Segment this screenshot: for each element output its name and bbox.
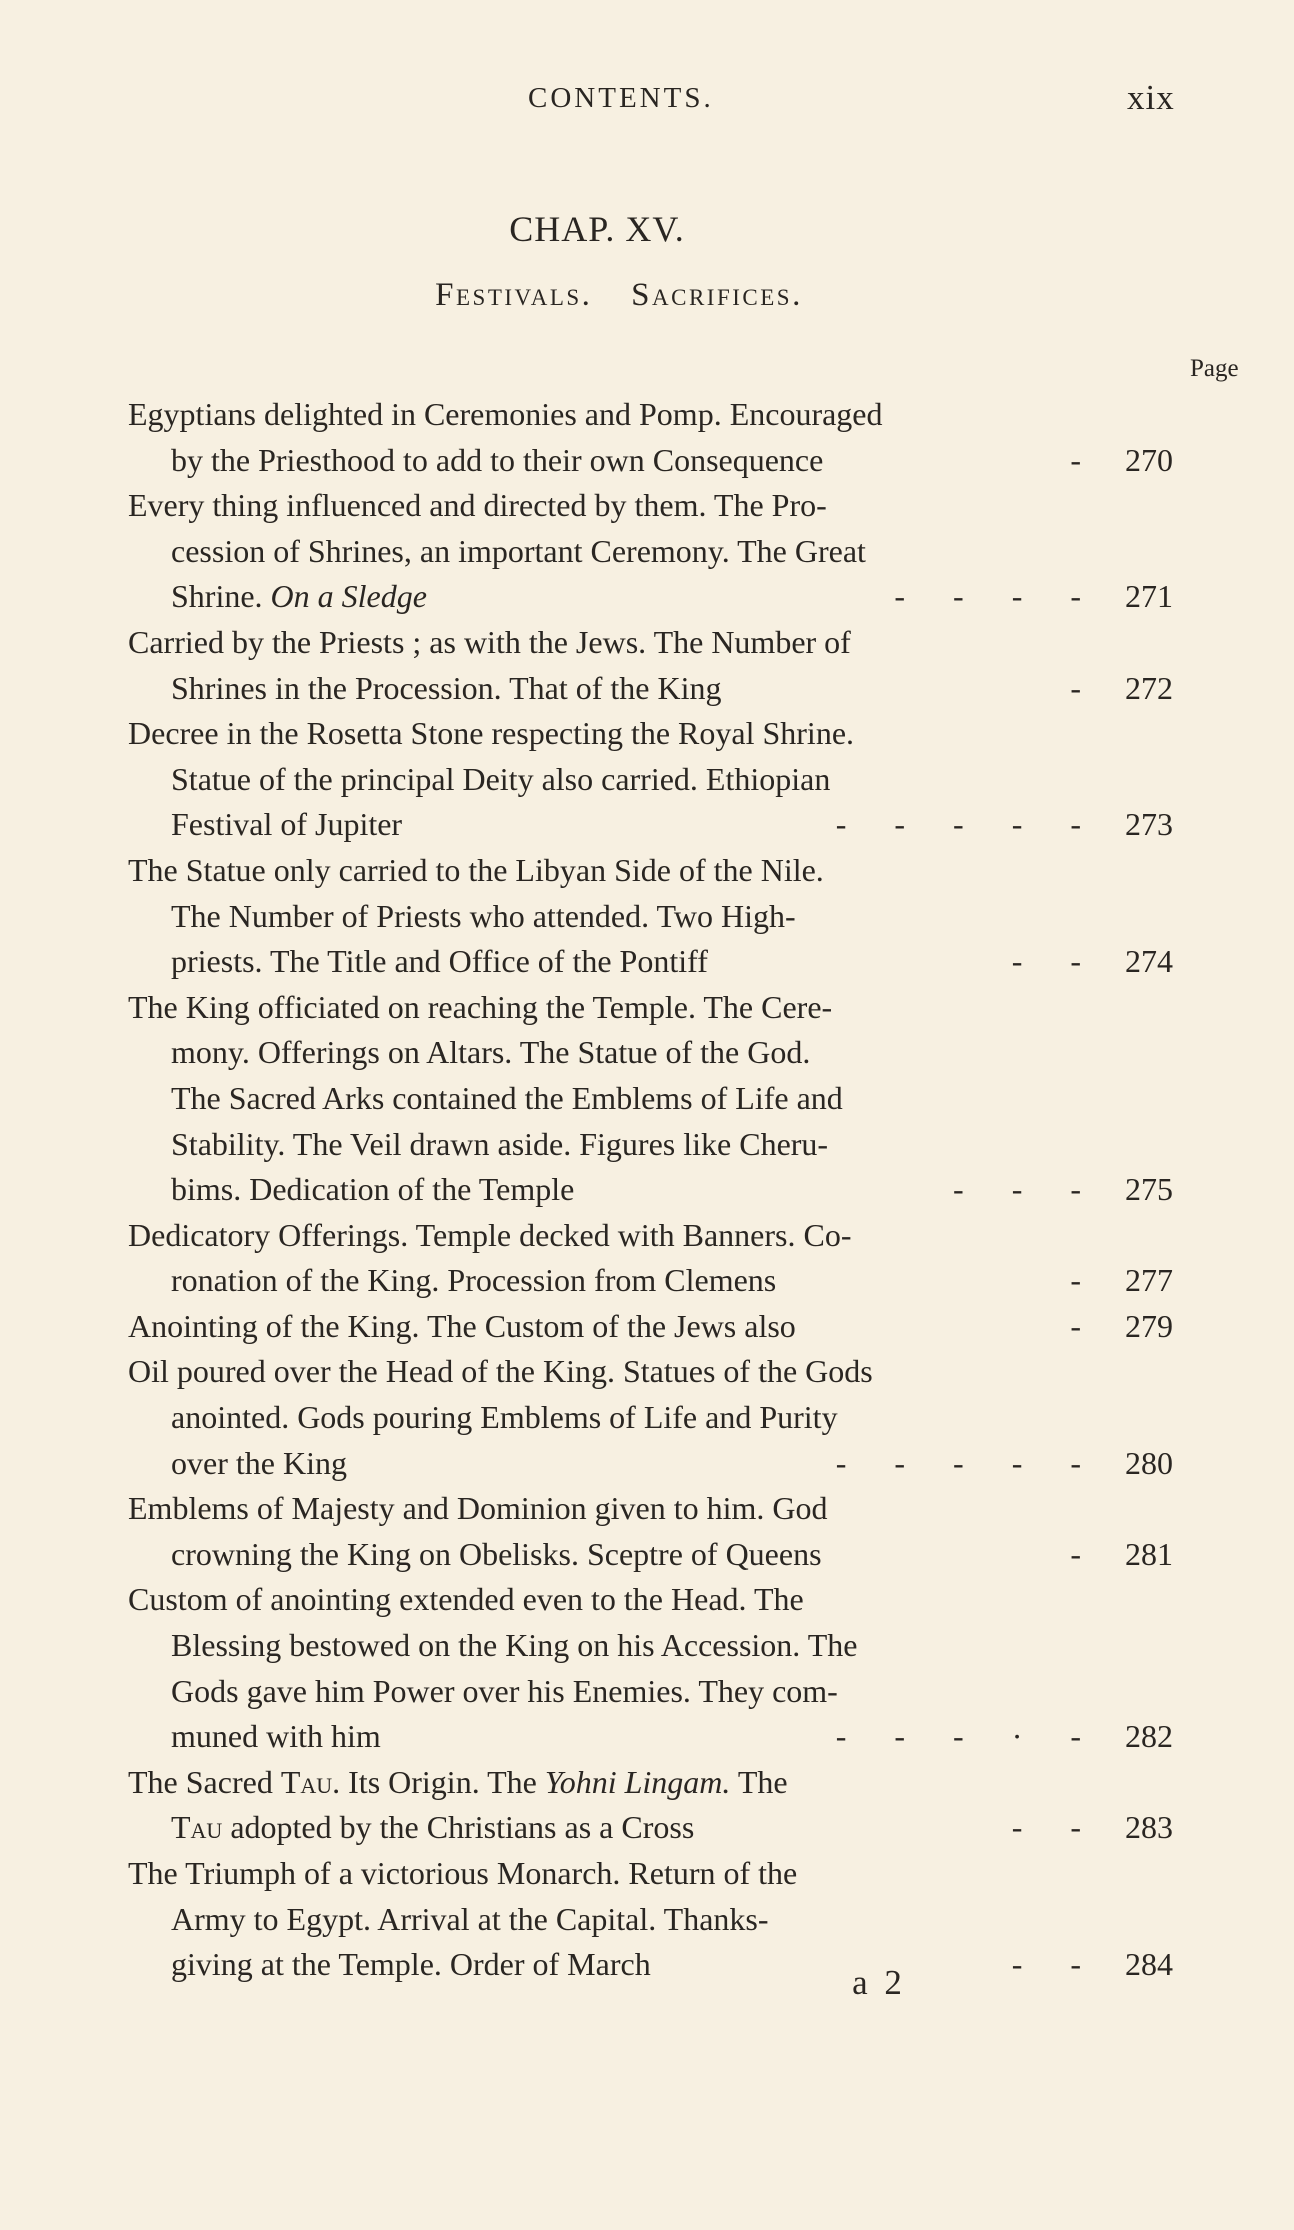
line-text: crowning the King on Obelisks. Sceptre of Queens (171, 1535, 822, 1572)
contents-line (128, 1349, 1173, 1395)
contents-line (128, 985, 1173, 1031)
contents-line (128, 1030, 1173, 1076)
line-text: Dedicatory Offerings. Temple decked with Banners. Co- (128, 1216, 852, 1253)
line-text: priests. The Title and Office of the Pontiff (171, 943, 708, 980)
contents-line (128, 1897, 1173, 1943)
subtitle-sacrifices: Sacrifices. (631, 277, 803, 313)
line-text: The Sacred Tau. Its Origin. The Yohni Lingam. The (128, 1763, 788, 1800)
contents-line (128, 1486, 1173, 1532)
leader-dashes: - (1070, 441, 1081, 478)
leader-dashes: - - - · - (835, 1718, 1081, 1755)
leader-dashes: - - (1011, 943, 1081, 980)
running-head-title: CONTENTS. (528, 82, 714, 114)
contents-line (128, 438, 1173, 484)
page-number: 273 (1125, 806, 1173, 843)
line-text: Gods gave him Power over his Enemies. They com- (171, 1672, 838, 1709)
page-number: 280 (1125, 1444, 1173, 1481)
page-number: 275 (1125, 1171, 1173, 1208)
contents-line (128, 757, 1173, 803)
line-text: Stability. The Veil drawn aside. Figures like Cheru- (171, 1125, 829, 1162)
leader-dashes: - - (1011, 1809, 1081, 1846)
contents-line (128, 483, 1173, 529)
line-text: The Statue only carried to the Libyan Side of the Nile. (128, 851, 824, 888)
contents-line (128, 802, 1173, 848)
line-text: Decree in the Rosetta Stone respecting the Royal Shrine. (128, 715, 855, 752)
contents-line (128, 529, 1173, 575)
chapter-title: CHAP. XV. (509, 209, 685, 249)
contents-line (128, 1167, 1173, 1213)
line-text: Army to Egypt. Arrival at the Capital. Thanks- (171, 1900, 769, 1937)
line-text: ronation of the King. Procession from Clemens (171, 1262, 777, 1299)
line-text: Carried by the Priests ; as with the Jews. The Number of (128, 623, 851, 660)
contents-line (128, 939, 1173, 985)
line-text: by the Priesthood to add to their own Consequence (171, 441, 824, 478)
line-text: anointed. Gods pouring Emblems of Life and Purity (171, 1399, 838, 1436)
page-column-label: Page (1190, 355, 1239, 382)
leader-dashes: - (1070, 1535, 1081, 1572)
leader-dashes: - - - (953, 1171, 1081, 1208)
line-text: Tau adopted by the Christians as a Cross (171, 1809, 695, 1846)
page-number: 284 (1125, 1946, 1173, 1983)
line-text: mony. Offerings on Altars. The Statue of the God. (171, 1034, 811, 1071)
line-text: Festival of Jupiter (171, 806, 403, 843)
chapter-subtitle (0, 277, 1294, 314)
line-text: cession of Shrines, an important Ceremony. The Great (171, 532, 866, 569)
contents-line (128, 1623, 1173, 1669)
page-folio: xix (1127, 78, 1175, 117)
line-text: Custom of anointing extended even to the Head. The (128, 1581, 804, 1618)
contents-line (128, 666, 1173, 712)
contents-line (128, 1760, 1173, 1806)
page-number: 281 (1125, 1535, 1173, 1572)
contents-line (128, 1076, 1173, 1122)
leader-dashes: - - - - (894, 578, 1081, 615)
line-text: Shrine. On a Sledge (171, 578, 427, 615)
line-text: Egyptians delighted in Ceremonies and Pomp. Encouraged (128, 396, 883, 432)
page-number: 279 (1125, 1307, 1173, 1344)
printer-signature: a 2 (852, 1963, 906, 2002)
leader-dashes: - (1070, 1262, 1081, 1299)
page-number: 272 (1125, 669, 1173, 706)
contents-line (128, 1441, 1173, 1487)
page-number: 271 (1125, 578, 1173, 615)
line-text: Emblems of Majesty and Dominion given to him. God (128, 1490, 828, 1527)
page-number: 277 (1125, 1262, 1173, 1299)
contents-entries (128, 392, 1173, 1988)
contents-line (128, 1577, 1173, 1623)
leader-dashes: - - - - - (835, 1444, 1081, 1481)
contents-line (128, 392, 1173, 438)
line-text: giving at the Temple. Order of March (171, 1946, 651, 1983)
page-number: 282 (1125, 1718, 1173, 1755)
contents-line (128, 1714, 1173, 1760)
page-number: 274 (1125, 943, 1173, 980)
line-text: muned with him (171, 1718, 381, 1755)
contents-line (128, 620, 1173, 666)
contents-line (128, 894, 1173, 940)
line-text: The Triumph of a victorious Monarch. Return of the (128, 1855, 798, 1891)
line-text: The King officiated on reaching the Temple. The Cere- (128, 988, 833, 1025)
contents-line (128, 574, 1173, 620)
contents-line (128, 1532, 1173, 1578)
contents-line (128, 1213, 1173, 1259)
running-head (0, 78, 1294, 122)
contents-line (128, 1122, 1173, 1168)
line-text: over the King (171, 1444, 347, 1481)
contents-line (128, 1669, 1173, 1715)
line-text: Statue of the principal Deity also carried. Ethiopian (171, 760, 831, 797)
contents-line (128, 1304, 1173, 1350)
line-text: Shrines in the Procession. That of the King (171, 669, 722, 706)
contents-line (128, 1851, 1173, 1897)
contents-line (128, 1395, 1173, 1441)
line-text: Anointing of the King. The Custom of the Jews also (128, 1307, 796, 1344)
line-text: The Number of Priests who attended. Two High- (171, 897, 796, 934)
contents-line (128, 711, 1173, 757)
page-number: 283 (1125, 1809, 1173, 1846)
subtitle-festivals: Festivals. (435, 277, 593, 313)
contents-line (128, 1805, 1173, 1851)
line-text: Oil poured over the Head of the King. Statues of the Gods (128, 1353, 873, 1390)
page-number: 270 (1125, 441, 1173, 478)
chapter-heading (0, 208, 1294, 250)
line-text: Every thing influenced and directed by them. The Pro- (128, 487, 827, 524)
contents-line (128, 1258, 1173, 1304)
leader-dashes: - - (1011, 1946, 1081, 1983)
line-text: The Sacred Arks contained the Emblems of Life and (171, 1079, 843, 1116)
leader-dashes: - - - - - (835, 806, 1081, 843)
leader-dashes: - (1070, 1307, 1081, 1344)
line-text: bims. Dedication of the Temple (171, 1171, 575, 1208)
leader-dashes: - (1070, 669, 1081, 706)
line-text: Blessing bestowed on the King on his Accession. The (171, 1627, 858, 1664)
contents-line (128, 848, 1173, 894)
